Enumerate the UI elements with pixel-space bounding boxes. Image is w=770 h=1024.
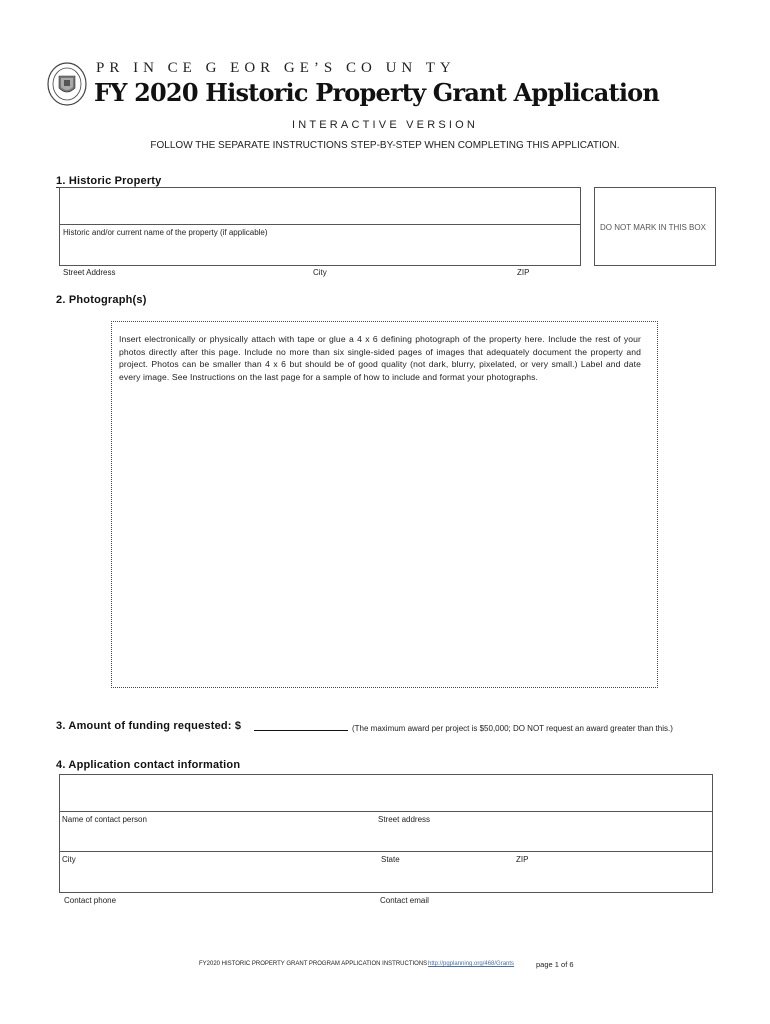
contact-phone-email-input[interactable]: [60, 866, 712, 892]
funding-note: (The maximum award per project is $50,000; DO NOT request an award greater than this.): [352, 724, 673, 733]
street-address-label: Street Address: [63, 268, 116, 277]
property-name-input[interactable]: [60, 188, 580, 223]
street-city-zip-input[interactable]: [60, 238, 580, 265]
contact-street-label: Street address: [378, 815, 431, 824]
footer-grants-link[interactable]: http://pgplanning.org/468/Grants: [428, 961, 515, 967]
contact-name-street-input[interactable]: [60, 775, 712, 810]
property-name-label: Historic and/or current name of the property (if applicable): [63, 228, 268, 237]
section-3-heading: 3. Amount of funding requested: $: [56, 720, 242, 732]
name-field-divider: [60, 224, 580, 225]
section-4-heading: 4. Application contact information: [56, 759, 241, 771]
contact-city-label: City: [62, 855, 76, 864]
section-2-heading: 2. Photograph(s): [56, 294, 147, 306]
section-1-heading: 1. Historic Property: [56, 175, 162, 187]
zip-label: ZIP: [517, 268, 530, 277]
contact-name-label: Name of contact person: [62, 815, 147, 824]
footer-doc-title: FY2020 HISTORIC PROPERTY GRANT PROGRAM APPLICATION INSTRUCTIONS: [199, 961, 428, 967]
office-use-label: DO NOT MARK IN THIS BOX: [600, 223, 706, 232]
instructions-notice: FOLLOW THE SEPARATE INSTRUCTIONS STEP-BY-STEP WHEN COMPLETING THIS APPLICATION.: [150, 140, 620, 151]
contact-zip-label: ZIP: [516, 855, 529, 864]
photo-instructions: Insert electronically or physically attach with tape or glue a 4 x 6 defining photograph of the property here. Include the rest of your photos directly after this page. Include no more than six single-sided pages of images that adequately document the property and project. Photos can be smaller than 4 x 6 but should be of good quality (not dark, blurry, pixelated, or very small.) Label and date every image. See Instructions on the last page for a sample of how to include and format your photographs.: [119, 334, 641, 382]
contact-email-label: Contact email: [380, 896, 429, 905]
contact-divider-1: [60, 811, 712, 812]
page-title: FY 2020 Historic Property Grant Application: [94, 78, 660, 107]
footer-page-number: page 1 of 6: [536, 960, 574, 969]
city-label: City: [313, 268, 327, 277]
county-name: PR IN CE G EOR GE’S CO UN TY: [96, 60, 456, 76]
contact-phone-label: Contact phone: [64, 896, 117, 905]
funding-amount-input[interactable]: [254, 730, 348, 731]
photo-drop-area[interactable]: [111, 321, 658, 688]
contact-divider-2: [60, 851, 712, 852]
version-label: INTERACTIVE VERSION: [291, 119, 479, 131]
office-use-box: [594, 187, 716, 266]
contact-state-label: State: [381, 855, 400, 864]
county-seal-icon: [47, 62, 87, 106]
